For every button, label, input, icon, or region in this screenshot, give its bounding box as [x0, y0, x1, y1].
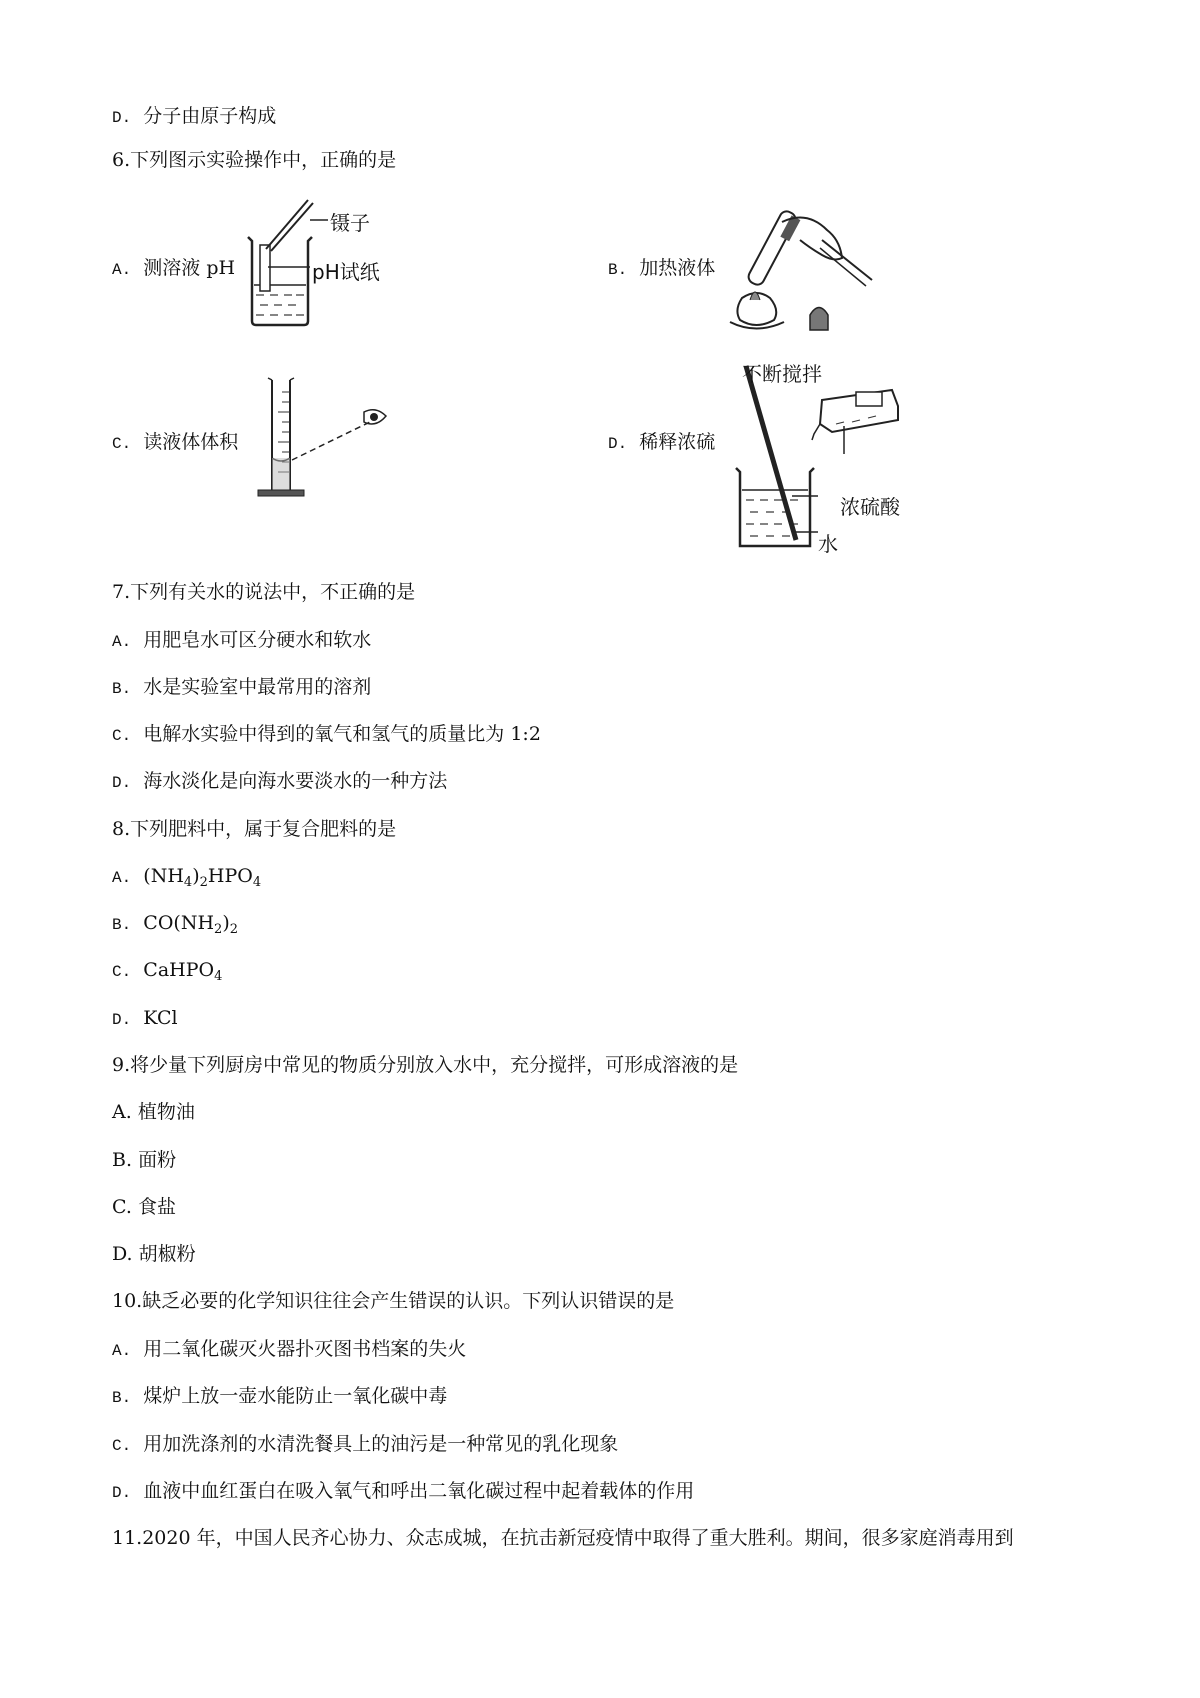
question-stem: 9.将少量下列厨房中常见的物质分别放入水中，充分搅拌，可形成溶液的是	[112, 1054, 739, 1076]
heating-liquid-figure	[722, 200, 892, 365]
option-letter: B.	[112, 1149, 133, 1171]
option-line	[112, 769, 447, 795]
stir-label: 不断搅拌	[742, 362, 822, 386]
option-line	[112, 430, 238, 456]
option-text: 海水淡化是向海水要淡水的一种方法	[143, 770, 448, 792]
option-line	[112, 675, 371, 701]
option-letter: C.	[112, 727, 132, 745]
option-text: 测溶液 pH	[143, 257, 236, 279]
option-line	[608, 256, 715, 282]
option-line	[112, 1148, 176, 1172]
option-line	[112, 104, 276, 130]
tweezers-label: 镊子	[330, 211, 370, 235]
question-stem: 8.下列肥料中，属于复合肥料的是	[112, 818, 397, 840]
option-line	[112, 1100, 195, 1124]
question-stem: 6.下列图示实验操作中，正确的是	[112, 149, 397, 171]
water-label: 水	[818, 532, 838, 556]
option-line	[112, 864, 261, 890]
option-letter: C.	[112, 1437, 132, 1455]
option-line	[112, 958, 222, 984]
option-line	[112, 1479, 694, 1505]
option-line	[112, 1384, 447, 1410]
option-letter: A.	[112, 1101, 132, 1123]
option-letter: C.	[112, 1196, 132, 1218]
option-line	[112, 911, 238, 937]
option-text: 用二氧化碳灭火器扑灭图书档案的失火	[143, 1338, 467, 1360]
option-line	[112, 722, 541, 748]
option-text: 用加洗涤剂的水清洗餐具上的油污是一种常见的乳化现象	[143, 1433, 619, 1455]
conc-acid-label: 浓硫酸	[840, 495, 900, 519]
option-line	[112, 1242, 196, 1266]
chemical-formula: $(NH_4)_2HPO_4$	[143, 865, 262, 890]
option-letter: B.	[608, 261, 628, 279]
option-text: 血液中血红蛋白在吸入氧气和呼出二氧化碳过程中起着载体的作用	[143, 1480, 695, 1502]
option-text: 植物油	[137, 1101, 195, 1123]
option-line	[112, 1006, 178, 1032]
option-letter: A.	[112, 261, 132, 279]
ph-paper-label: pH试纸	[312, 260, 380, 284]
graduated-cylinder-figure	[252, 372, 402, 512]
option-line	[112, 1337, 466, 1363]
option-text: 食盐	[137, 1196, 176, 1218]
chemical-formula: CaHPO$_4$	[143, 959, 223, 984]
option-letter: C.	[112, 435, 132, 453]
option-letter: A.	[112, 869, 132, 887]
option-line	[608, 430, 715, 456]
option-line	[112, 1195, 176, 1219]
graduated-cylinder-diagram	[252, 372, 402, 512]
option-text: 读液体体积	[143, 431, 239, 453]
option-text: 胡椒粉	[138, 1243, 196, 1265]
option-text: 加热液体	[639, 257, 716, 279]
option-text: 电解水实验中得到的氧气和氢气的质量比为 1:2	[143, 723, 541, 745]
option-letter: B.	[112, 1389, 132, 1407]
option-letter: D.	[608, 435, 628, 453]
option-letter: D.	[112, 1243, 133, 1265]
option-letter: C.	[112, 963, 132, 981]
option-letter: D.	[112, 109, 132, 127]
heating-liquid-diagram	[722, 200, 892, 365]
option-letter: A.	[112, 1342, 132, 1360]
option-letter: A.	[112, 633, 132, 651]
option-letter: D.	[112, 1484, 132, 1502]
option-line	[112, 256, 235, 282]
option-text: 稀释浓硫	[639, 431, 716, 453]
option-letter: B.	[112, 916, 132, 934]
option-text: 分子由原子构成	[143, 105, 277, 127]
option-text: 水是实验室中最常用的溶剂	[143, 676, 372, 698]
question-stem: 10.缺乏必要的化学知识往往会产生错误的认识。下列认识错误的是	[112, 1290, 675, 1312]
option-text: 用肥皂水可区分硬水和软水	[143, 629, 372, 651]
option-line	[112, 1432, 618, 1458]
chemical-formula: $CO(NH_2)_2$	[143, 912, 239, 937]
option-text: 煤炉上放一壶水能防止一氧化碳中毒	[143, 1385, 448, 1407]
option-letter: D.	[112, 774, 132, 792]
option-line	[112, 628, 371, 654]
question-stem: 7.下列有关水的说法中，不正确的是	[112, 581, 416, 603]
option-text: 面粉	[138, 1149, 177, 1171]
question-stem: 11.2020 年，中国人民齐心协力、众志成城，在抗击新冠疫情中取得了重大胜利。期间，很多家庭消毒用到	[112, 1527, 1014, 1549]
chemical-formula: KCl	[143, 1007, 178, 1029]
option-letter: B.	[112, 680, 132, 698]
option-letter: D.	[112, 1011, 132, 1029]
